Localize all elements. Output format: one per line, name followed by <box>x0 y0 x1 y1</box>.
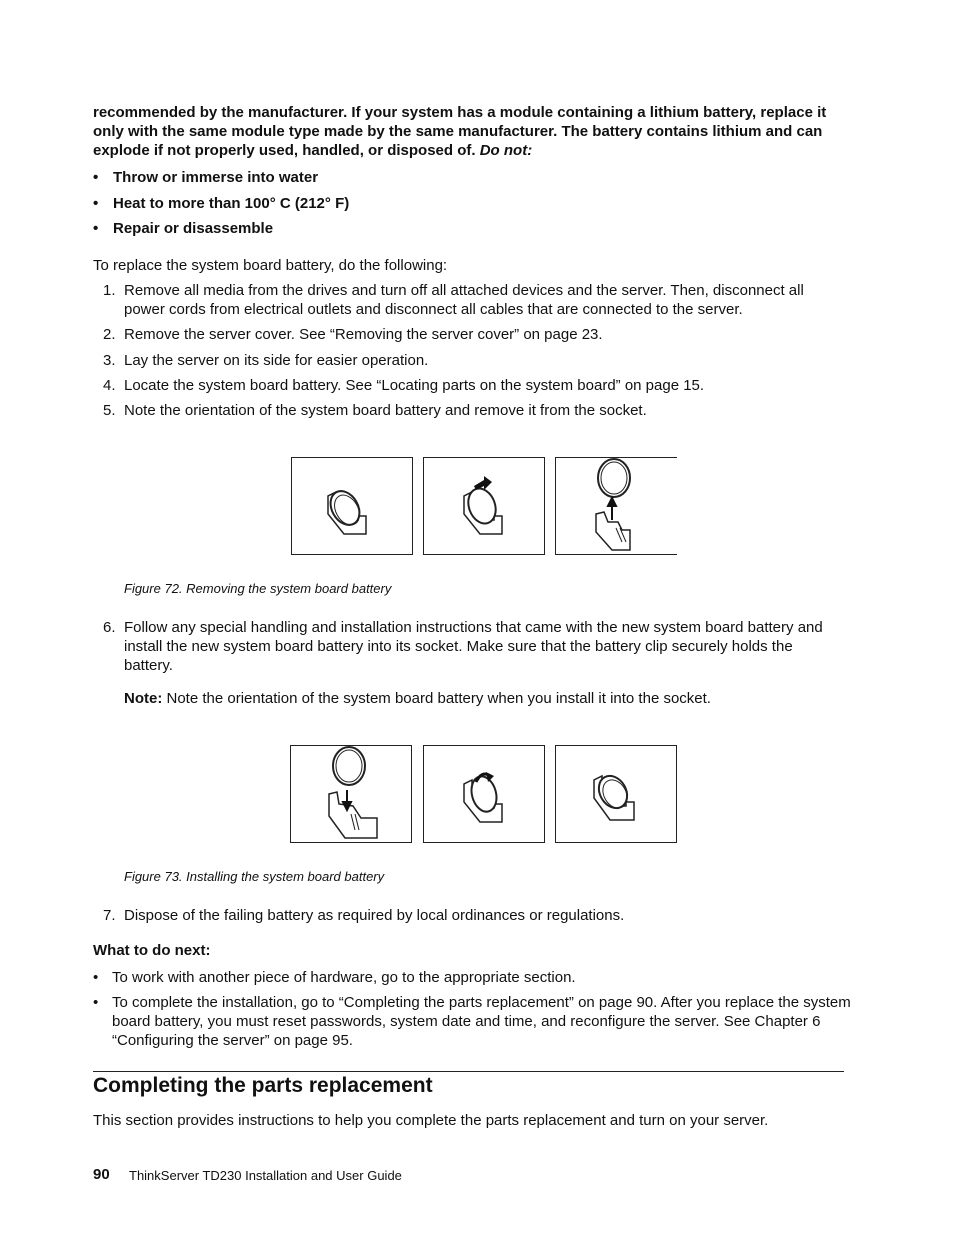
step-text: Dispose of the failing battery as required by local ordinances or regulations. <box>124 907 625 924</box>
warning-paragraph <box>93 103 853 160</box>
step-text: Follow any special handling and installation instructions that came with the new system board battery and install the new system board battery into its socket. Make sure that the battery clip securely holds the battery. <box>124 619 823 674</box>
page-number: 90 <box>93 1166 110 1183</box>
section-text: This section provides instructions to help you complete the parts replacement and turn on your server. <box>93 1112 769 1129</box>
next-heading: What to do next: <box>93 942 211 959</box>
warning-bullet-text: Throw or immerse into water <box>113 169 319 186</box>
warning-bullet-text: Repair or disassemble <box>113 220 274 237</box>
section-divider <box>93 1071 844 1072</box>
step-text: Remove the server cover. See “Removing the server cover” on page 23. <box>124 326 603 343</box>
figure73-panel-3 <box>555 745 677 843</box>
figure73-caption: Figure 73. Installing the system board battery <box>124 869 385 884</box>
figure72-caption: Figure 72. Removing the system board battery <box>124 581 392 596</box>
step-7: 7. Dispose of the failing battery as required by local ordinances or regulations. <box>103 906 843 925</box>
next-bullet-text: To work with another piece of hardware, go to the appropriate section. <box>112 969 576 986</box>
warning-bullet-text: Heat to more than 100° C (212° F) <box>113 195 350 212</box>
warning-do-not: Do not: <box>479 142 533 159</box>
note-text: Note the orientation of the system board battery when you install it into the socket. <box>166 690 711 707</box>
note-label: Note: <box>124 690 163 707</box>
warning-text: recommended by the manufacturer. If your system has a module containing a lithium battery, replace it only with the same module type made by the same manufacturer. The battery contains lithium and can explode if not properly used, handled, or disposed of. <box>93 104 827 159</box>
next-bullet-text: To complete the installation, go to “Completing the parts replacement” on page 90. After you replace the system board battery, you must reset passwords, system date and time, and reconfigure the server. See Chapter 6 “Configuring the server” on page 95. <box>112 994 851 1049</box>
figure72-panel-2 <box>423 457 545 555</box>
figure72-panel-3 <box>555 457 677 555</box>
step-4: 4. Locate the system board battery. See “Locating parts on the system board” on page 15. <box>103 376 843 395</box>
step-1: 1. Remove all media from the drives and turn off all attached devices and the server. Then, disconnect all power cords from electrical outlets and disconnect all cables that are connected to the server. <box>103 281 843 319</box>
step-text: Lay the server on its side for easier operation. <box>124 352 429 369</box>
note <box>124 689 844 708</box>
step-text: Locate the system board battery. See “Locating parts on the system board” on page 15. <box>124 377 705 394</box>
next-bullet: • To complete the installation, go to “Completing the parts replacement” on page 90. After you replace the system board battery, you must reset passwords, system date and time, and reconfigure the server. See Chapter 6 “Configuring the server” on page 95. <box>93 993 853 1050</box>
step-5: 5. Note the orientation of the system board battery and remove it from the socket. <box>103 401 843 420</box>
step-text: Note the orientation of the system board battery and remove it from the socket. <box>124 402 647 419</box>
figure73-panel-2 <box>423 745 545 843</box>
footer-title: ThinkServer TD230 Installation and User Guide <box>129 1168 402 1183</box>
section-title: Completing the parts replacement <box>93 1074 433 1097</box>
step-text: Remove all media from the drives and turn off all attached devices and the server. Then, disconnect all power cords from electrical outlets and disconnect all cables that are connected to the server. <box>124 282 804 318</box>
intro-text: To replace the system board battery, do the following: <box>93 257 448 274</box>
step-2: 2. Remove the server cover. See “Removing the server cover” on page 23. <box>103 325 843 344</box>
step-6: 6. Follow any special handling and installation instructions that came with the new system board battery and install the new system board battery into its socket. Make sure that the battery clip securely holds the battery. <box>103 618 843 675</box>
figure72-panel-1 <box>291 457 413 555</box>
next-bullet: • To work with another piece of hardware, go to the appropriate section. <box>93 968 853 987</box>
figure73-panel-1 <box>290 745 412 843</box>
step-3: 3. Lay the server on its side for easier operation. <box>103 351 843 370</box>
